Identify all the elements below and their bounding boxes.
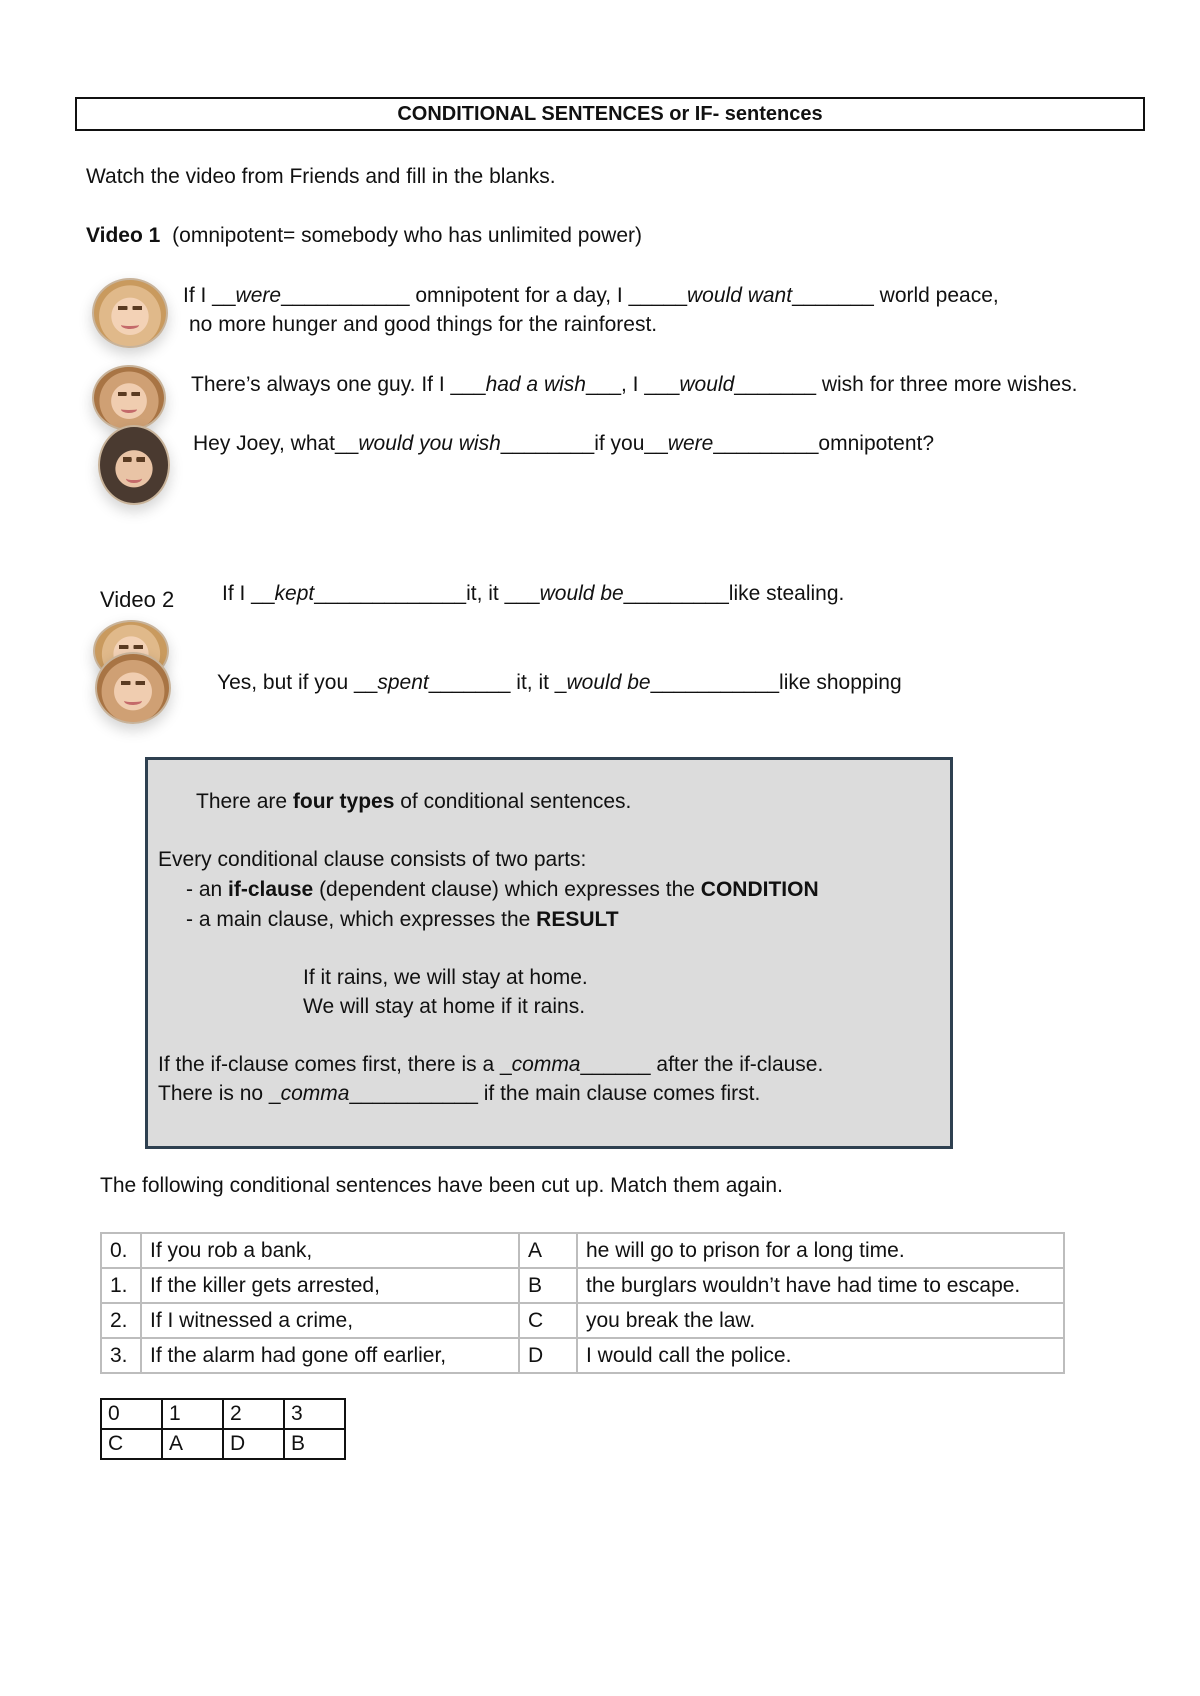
- example-2: We will stay at home if it rains.: [303, 995, 586, 1018]
- video1-header: [86, 224, 642, 248]
- page-title: CONDITIONAL SENTENCES or IF- sentences: [75, 97, 1145, 131]
- info-bullet1: - an if-clause (dependent clause) which expresses the CONDITION: [186, 878, 819, 901]
- video1-line2: There’s always one guy. If I ___had a wish___, I ___would_______ wish for three more wishes.: [191, 373, 1078, 396]
- table-row: 2. If I witnessed a crime, C you break the law.: [101, 1303, 1064, 1338]
- video1-note: (omnipotent= somebody who has unlimited power): [172, 224, 642, 247]
- rule-2: There is no _comma___________ if the main clause comes first.: [158, 1082, 761, 1105]
- info-bullet2: - a main clause, which expresses the RESULT: [186, 908, 619, 931]
- answer-kept: kept: [274, 582, 315, 605]
- video1-label: Video 1: [86, 224, 161, 247]
- answer-spent: spent: [377, 671, 429, 694]
- answer-had-a-wish: had a wish: [485, 373, 586, 396]
- answer-would: would: [679, 373, 735, 396]
- video2-label: Video 2: [100, 587, 175, 612]
- video1-line3: Hey Joey, what__would you wish________if you__were_________omnipotent?: [193, 432, 935, 455]
- answer-comma-2: comma: [280, 1082, 350, 1105]
- video1-line1: If I __were___________ omnipotent for a day, I _____would want_______ world peace,: [183, 284, 999, 307]
- table-row: 3. If the alarm had gone off earlier, D I would call the police.: [101, 1338, 1064, 1373]
- info-line1: There are four types of conditional sentences.: [196, 790, 632, 813]
- answer-were-2: were: [667, 432, 714, 455]
- answer-numbers-row: 0 1 2 3: [101, 1399, 345, 1429]
- info-line2: Every conditional clause consists of two parts:: [158, 848, 587, 871]
- answer-letters-row: C A D B: [101, 1429, 345, 1459]
- table-row: 1. If the killer gets arrested, B the burglars wouldn’t have had time to escape.: [101, 1268, 1064, 1303]
- answer-table: [100, 1398, 346, 1460]
- example-1: If it rains, we will stay at home.: [303, 966, 588, 989]
- answer-were: were: [235, 284, 282, 307]
- table-row: 0. If you rob a bank, A he will go to prison for a long time.: [101, 1233, 1064, 1268]
- rachel-avatar: [92, 365, 166, 431]
- video1-line1b: no more hunger and good things for the rainforest.: [189, 313, 658, 336]
- answer-would-be: would be: [539, 582, 624, 605]
- info-box: [145, 757, 953, 1149]
- answer-would-be-2: would be: [566, 671, 651, 694]
- rule-1: If the if-clause comes first, there is a _comma______ after the if-clause.: [158, 1053, 824, 1076]
- phoebe-avatar: [92, 278, 168, 348]
- answer-would-you-wish: would you wish: [358, 432, 501, 455]
- video2-line2: Yes, but if you __spent_______ it, it _would be___________like shopping: [217, 671, 902, 694]
- monica-avatar: [98, 425, 170, 505]
- answer-would-want: would want: [687, 284, 793, 307]
- match-instruction: The following conditional sentences have been cut up. Match them again.: [100, 1174, 783, 1197]
- video2-line1: If I __kept_____________it, it ___would be_________like stealing.: [222, 582, 845, 605]
- rachel-avatar-2: [95, 652, 171, 724]
- match-table: [100, 1232, 1065, 1374]
- instruction: Watch the video from Friends and fill in the blanks.: [86, 165, 556, 188]
- answer-comma: comma: [511, 1053, 581, 1076]
